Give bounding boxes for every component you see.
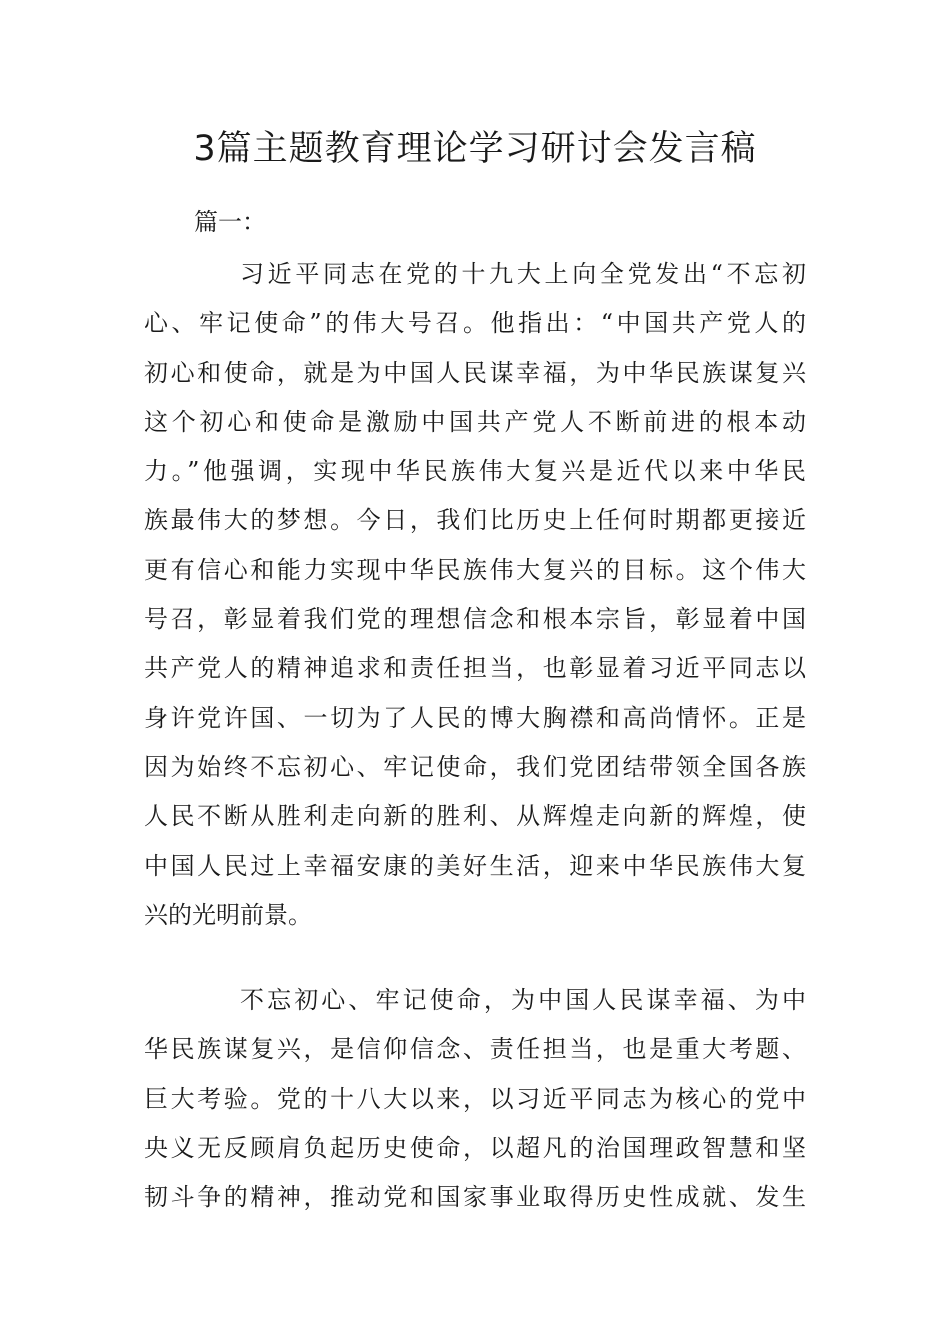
text-line: 族最伟大的梦想。今日，我们比历史上任何时期都更接近 [144, 506, 806, 535]
text-line: 共产党人的精神追求和责任担当，也彰显着习近平同志以 [144, 654, 806, 683]
text-line: 力。”他强调，实现中华民族伟大复兴是近代以来中华民 [144, 457, 806, 486]
document-title: 3篇主题教育理论学习研讨会发言稿 [193, 129, 757, 169]
text-line: 习近平同志在党的十九大上向全党发出“不忘初 [240, 260, 806, 288]
paragraph-1 [144, 250, 806, 940]
text-line: 因为始终不忘初心、牢记使命，我们党团结带领全国各族 [144, 752, 806, 781]
text-line: 央义无反顾肩负起历史使命，以超凡的治国理政智慧和坚 [144, 1133, 806, 1162]
text-line: 身许党许国、一切为了人民的博大胸襟和高尚情怀。正是 [144, 703, 806, 732]
text-line: 韧斗争的精神，推动党和国家事业取得历史性成就、发生 [144, 1183, 806, 1212]
text-line: 初心和使命，就是为中国人民谋幸福，为中华民族谋复兴 [144, 358, 806, 387]
text-line: 人民不断从胜利走向新的胜利、从辉煌走向新的辉煌，使 [144, 802, 806, 831]
text-line: 更有信心和能力实现中华民族伟大复兴的目标。这个伟大 [144, 555, 806, 584]
text-line: 中国人民过上幸福安康的美好生活，迎来中华民族伟大复 [144, 851, 806, 880]
text-line: 这个初心和使命是激励中国共产党人不断前进的根本动 [144, 407, 806, 436]
paragraph-2 [144, 976, 806, 1222]
text-line: 巨大考验。党的十八大以来，以习近平同志为核心的党中 [144, 1084, 806, 1113]
text-line: 不忘初心、牢记使命，为中国人民谋幸福、为中 [240, 986, 806, 1014]
text-line: 兴的光明前景。 [144, 900, 312, 929]
text-line: 华民族谋复兴，是信仰信念、责任担当，也是重大考题、 [144, 1035, 806, 1064]
section-label: 篇一： [194, 208, 266, 236]
text-line: 号召，彰显着我们党的理想信念和根本宗旨，彰显着中国 [144, 605, 806, 634]
text-line: 心、牢记使命”的伟大号召。他指出：“中国共产党人的 [144, 309, 806, 338]
